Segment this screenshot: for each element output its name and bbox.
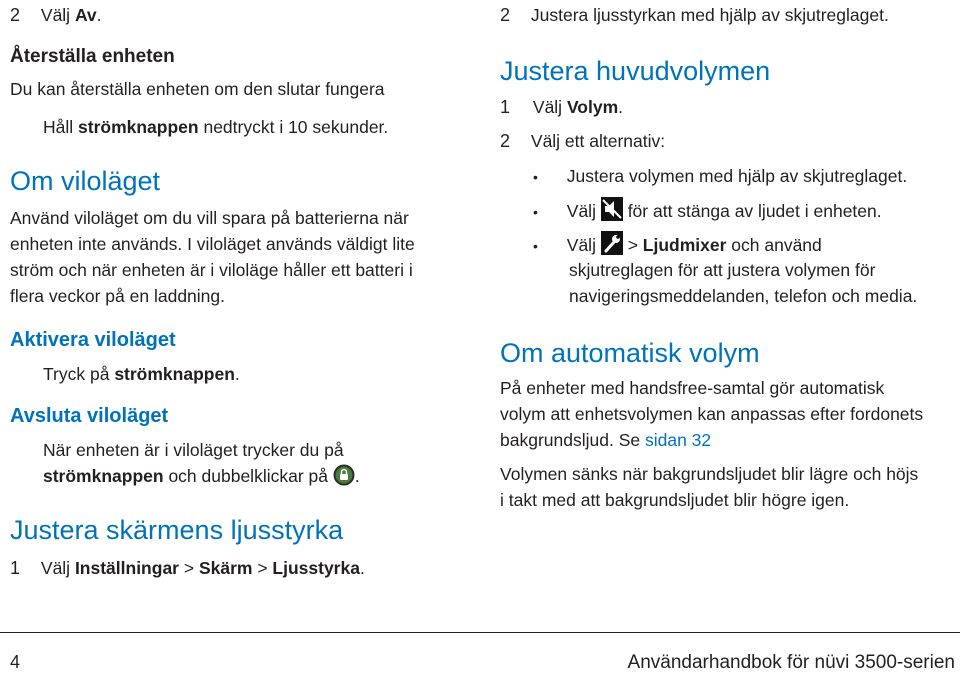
step-number: 2 bbox=[500, 131, 511, 151]
b-step1-pre: Välj bbox=[40, 558, 75, 578]
sleep-line-1: Använd viloläget om du vill spara på batterierna när bbox=[10, 208, 409, 228]
exit-post: . bbox=[354, 466, 360, 486]
exit-heading: Avsluta viloläget bbox=[10, 405, 169, 427]
auto-p2-line-2: i takt med att bakgrundsljudet blir högre igen. bbox=[500, 490, 850, 510]
settings-bold: Inställningar bbox=[74, 558, 179, 578]
step-number: 2 bbox=[10, 5, 21, 25]
bullet-glyph: • bbox=[533, 238, 538, 254]
sep: > bbox=[178, 558, 199, 578]
v-step1-post: . bbox=[618, 97, 624, 117]
lock-icon bbox=[333, 464, 355, 493]
bullet-glyph: • bbox=[533, 204, 538, 220]
step-number: 1 bbox=[500, 97, 511, 117]
auto-heading: Om automatisk volym bbox=[500, 338, 760, 368]
bullet-3-line-3: navigeringsmeddelanden, telefon och media. bbox=[569, 286, 918, 306]
brightness-step-2 bbox=[500, 2, 889, 28]
bullet-1 bbox=[533, 163, 907, 190]
auto-line-2: volym att enhetsvolymen kan anpassas efter fordonets bbox=[500, 404, 924, 424]
b-step2-text: Justera ljusstyrkan med hjälp av skjutreglaget. bbox=[530, 5, 889, 25]
sep: > bbox=[252, 558, 273, 578]
mixer-bold: Ljudmixer bbox=[642, 235, 727, 255]
activate-heading: Aktivera viloläget bbox=[10, 329, 176, 351]
bullet-3-post: och använd bbox=[726, 235, 822, 255]
reset-step-pre: Håll bbox=[43, 117, 79, 137]
reset-heading: Återställa enheten bbox=[10, 46, 175, 67]
step-post: . bbox=[96, 5, 102, 25]
brightness-heading: Justera skärmens ljusstyrka bbox=[10, 515, 344, 545]
reset-step-post: nedtryckt i 10 sekunder. bbox=[198, 117, 389, 137]
brightness-step-1 bbox=[10, 555, 365, 581]
reset-step bbox=[43, 114, 388, 140]
footer-title: Användarhandbok för nüvi 3500-serien bbox=[627, 652, 955, 673]
reset-desc: Du kan återställa enheten om den slutar fungera bbox=[10, 79, 385, 99]
exit-line-2 bbox=[43, 463, 360, 493]
bullet-3-pre: Välj bbox=[566, 235, 601, 255]
bullet-2-post: för att stänga av ljudet i enheten. bbox=[622, 201, 882, 221]
auto-p2-line-1: Volymen sänks när bakgrundsljudet blir lägre och höjs bbox=[500, 464, 919, 484]
activate-step bbox=[43, 361, 240, 387]
volume-heading: Justera huvudvolymen bbox=[500, 56, 771, 86]
step-number: 2 bbox=[500, 5, 511, 25]
volume-step-1 bbox=[500, 94, 623, 120]
volume-step-2 bbox=[500, 128, 665, 154]
auto-line-1: På enheter med handsfree-samtal gör automatisk bbox=[500, 378, 885, 398]
exit-bold: strömknappen bbox=[43, 466, 164, 486]
activate-post: . bbox=[234, 364, 240, 384]
volume-bold: Volym bbox=[566, 97, 619, 117]
sleep-line-4: flera veckor på en laddning. bbox=[10, 286, 225, 306]
auto-line-3 bbox=[500, 427, 711, 453]
screen-bold: Skärm bbox=[198, 558, 253, 578]
bullet-2 bbox=[533, 197, 882, 228]
brightness-bold: Ljusstyrka bbox=[272, 558, 360, 578]
v-step2-text: Välj ett alternativ: bbox=[530, 131, 666, 151]
sleep-line-2: enheten inte används. I viloläget används väldigt lite bbox=[10, 234, 415, 254]
sep: > bbox=[622, 235, 643, 255]
exit-line-1: När enheten är i viloläget trycker du på bbox=[43, 440, 344, 460]
exit-mid: och dubbelklickar på bbox=[163, 466, 333, 486]
v-step1-pre: Välj bbox=[532, 97, 567, 117]
activate-pre: Tryck på bbox=[43, 364, 115, 384]
step-av bbox=[10, 2, 102, 28]
page-number: 4 bbox=[10, 652, 21, 672]
sleep-line-3: ström och när enheten är i viloläge håller ett batteri i bbox=[10, 260, 413, 280]
page-link[interactable]: sidan 32 bbox=[644, 430, 712, 450]
step-number: 1 bbox=[10, 558, 21, 578]
bullet-1-text: Justera volymen med hjälp av skjutreglaget. bbox=[566, 166, 908, 186]
bullet-glyph: • bbox=[533, 169, 538, 185]
auto-line-3-pre: bakgrundsljud. Se bbox=[500, 430, 645, 450]
reset-step-bold: strömknappen bbox=[78, 117, 199, 137]
footer-divider bbox=[0, 632, 960, 633]
sleep-heading: Om viloläget bbox=[10, 166, 161, 196]
step-text: Välj bbox=[40, 5, 75, 25]
mute-icon bbox=[601, 197, 623, 228]
b-step1-post: . bbox=[359, 558, 365, 578]
activate-bold: strömknappen bbox=[114, 364, 235, 384]
bullet-3-line-2: skjutreglagen för att justera volymen för bbox=[569, 260, 876, 280]
bullet-2-pre: Välj bbox=[566, 201, 601, 221]
step-bold: Av bbox=[74, 5, 97, 25]
